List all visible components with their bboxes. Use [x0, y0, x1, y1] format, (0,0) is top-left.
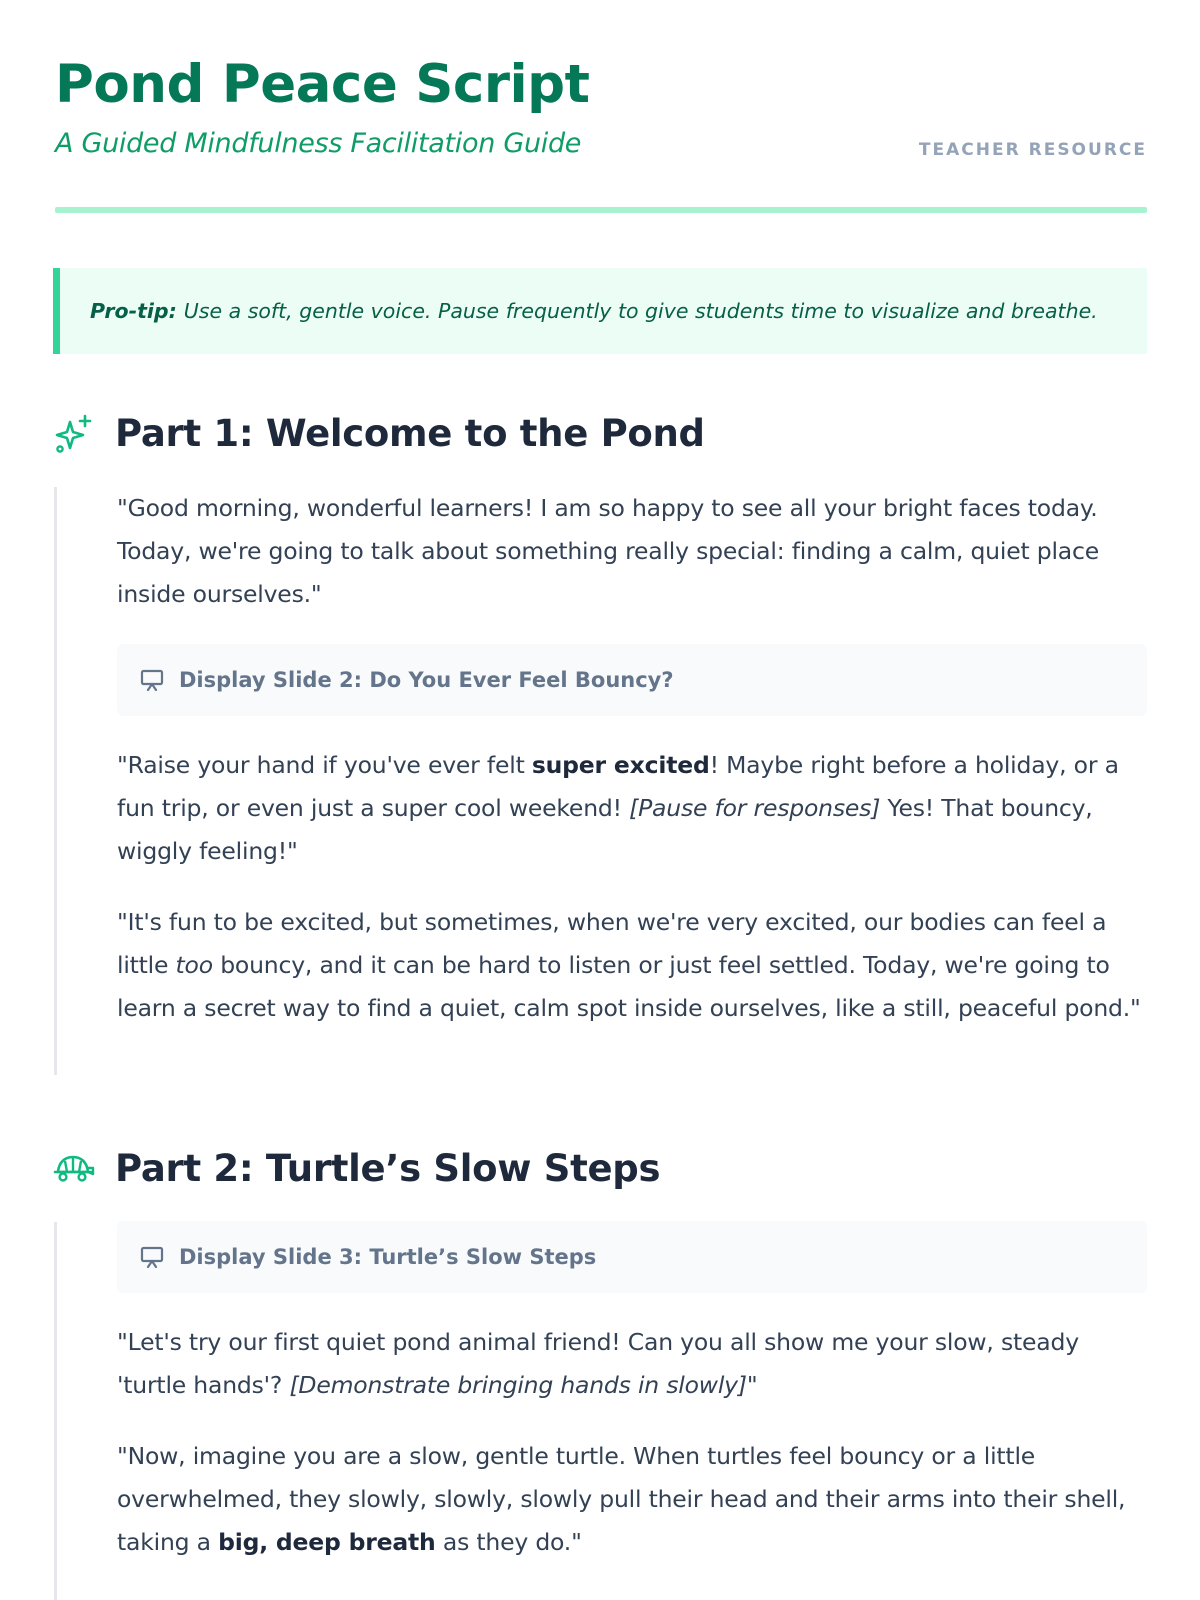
header-divider — [55, 207, 1147, 213]
slide-cue-2 — [117, 644, 1147, 716]
script-paragraph: "Raise your hand if you've ever felt super excited! Maybe right before a holiday, or a fun trip, or even just a super cool weekend! [Pause for responses] Yes! That bouncy, wiggly feeling!" — [117, 751, 1119, 865]
section-heading-part-2 — [53, 1147, 660, 1190]
section-heading-part-1 — [53, 412, 705, 455]
slide-cue-label: Display Slide 2: Do You Ever Feel Bouncy? — [179, 668, 674, 692]
pro-tip-callout — [53, 268, 1147, 354]
page-title: Pond Peace Script — [55, 54, 590, 115]
page-subtitle: A Guided Mindfulness Facilitation Guide — [55, 128, 582, 159]
script-paragraph: "Now, imagine you are a slow, gentle turtle. When turtles feel bouncy or a little overwhelmed, they slowly, slowly, slowly pull their head and their arms into their shell, taking a big, deep breath as they do." — [117, 1442, 1126, 1556]
turtle-icon — [53, 1148, 95, 1190]
section-title-part-1: Part 1: Welcome to the Pond — [115, 412, 705, 455]
sparkles-icon — [53, 413, 95, 455]
resource-badge: TEACHER RESOURCE — [918, 140, 1147, 160]
document-header — [55, 50, 1147, 220]
section-title-part-2: Part 2: Turtle’s Slow Steps — [115, 1147, 661, 1190]
pro-tip-label: Pro-tip: — [90, 299, 177, 323]
script-paragraph: "It's fun to be excited, but sometimes, when we're very excited, our bodies can feel a little too bouncy, and it can be hard to listen or just feel settled. Today, we're going to learn a secret way to find a quiet, calm spot inside ourselves, like a still, peaceful pond." — [117, 908, 1141, 1022]
script-paragraph: "Let's try our first quiet pond animal friend! Can you all show me your slow, steady 'turtle hands'? [Demonstrate bringing hands in slowly]" — [117, 1328, 1079, 1399]
presentation-icon — [139, 667, 165, 693]
script-paragraph: "Good morning, wonderful learners! I am so happy to see all your bright faces today. Today, we're going to talk about something really special: finding a calm, quiet place inside ourselves." — [117, 494, 1099, 608]
section-rule-part-2 — [54, 1222, 57, 1600]
slide-cue-3 — [117, 1221, 1147, 1293]
pro-tip-text: Use a soft, gentle voice. Pause frequently to give students time to visualize and breathe. — [183, 299, 1098, 323]
presentation-icon — [139, 1244, 165, 1270]
section-rule-part-1 — [54, 487, 57, 1075]
slide-cue-label: Display Slide 3: Turtle’s Slow Steps — [179, 1245, 597, 1269]
